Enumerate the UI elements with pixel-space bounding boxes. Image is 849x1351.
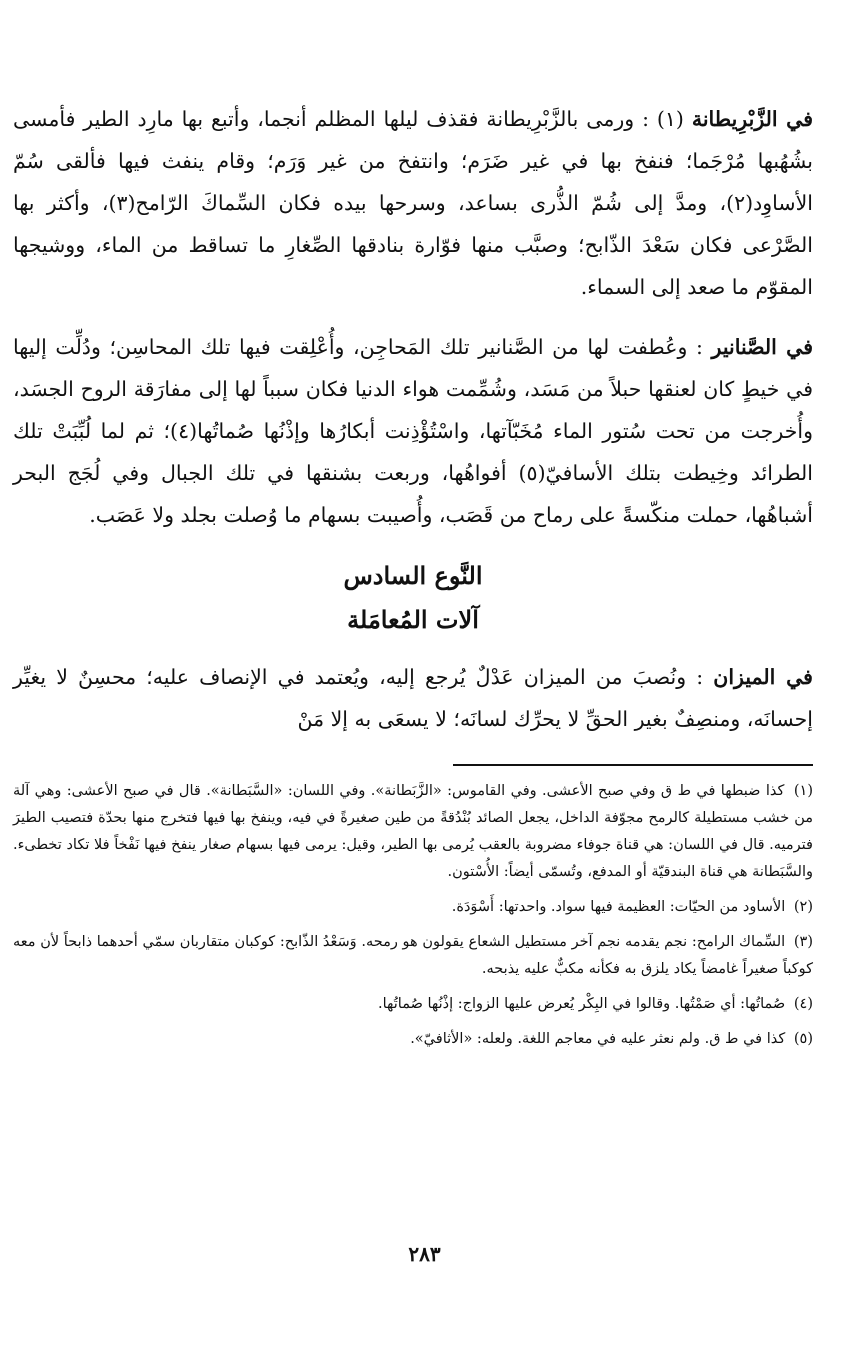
footnote-text: كذا في ط ق. ولم نعثر عليه في معاجم اللغة. ولعله: «الأثافيّ».: [410, 1031, 786, 1047]
footnote-number: (٢): [793, 899, 813, 915]
footnote: [13, 929, 813, 983]
footnote: [13, 778, 813, 886]
footnote-number: (٥): [793, 1031, 813, 1047]
paragraph-text: (١) : ورمى بالزَّبْرِيطانة فقذف ليلها المظلم أنجما، وأتبع بها مارِد الطير فأمسى بشُهُبها مُرْجَما؛ فنفخ بها في غير ضَرَم؛ وانتفخ من غير وَرَم؛ وقام ينفث فيها فألقى سُمّ الأساوِد(٢)، ومدَّ إلى شُمّ الذُّرى بساعد، وسرحها بيده فكان السِّماكَ الرّامح(٣)، وأكثر بها الصَّرْعى فكان سَعْدَ الذّابح؛ وصبَّب منها فوّارة بنادقها الصِّغارِ ما تساقط من الماء، ووشيجها المقوّم ما صعد إلى السماء.: [13, 107, 813, 299]
page-number: ٢٨٣: [408, 1242, 441, 1266]
footnotes: [13, 778, 813, 1053]
footnote-text: السِّماك الرامح: نجم يقدمه نجم آخر مستطيل الشعاع يقولون هو رمحه. وَسَعْدُ الذّابح: كوكبان متقاربان سمّي أحدهما ذابحاً لأن معه كوكباً صغيراً غامضاً يكاد يلزق به فكأنه مكبٌّ عليه يذبحه.: [13, 934, 813, 977]
footnote: [13, 991, 813, 1018]
paragraph-lead: في الميزان: [713, 665, 813, 689]
paragraph-text: : ونُصبَ من الميزان عَدْلٌ يُرجع إليه، ويُعتمد في الإنصاف عليه؛ محسِنٌ لا يغيِّر إحسانَه، ومنصِفٌ بغير الحقِّ لا يحرِّك لسانَه؛ لا يسعَى به إلا مَنْ: [13, 665, 813, 731]
paragraph-text: : وعُطفت لها من الصَّنانير تلك المَحاجِن، وأُعْلِقت فيها تلك المحاسِن؛ ودُلِّت إليها في خيطٍ كان لعنقها حبلاً من مَسَد، وشُمِّمت هواء الدنيا فكان سبباً لها إلى مفارَقة الروح الجسَد، وأُخرجت من تحت سُتور الماء مُخَبّآتها، واسْتُؤْذِنت أبكارُها وإذْنُها صُماتُها(٤)؛ ثم لما لُبِّبَتْ تلك الطرائد وخِيطت بتلك الأسافيّ(٥) أفواهُها، وربعت بشنقها في تلك الجبال وفي لُجَج البحر أشباهُها، حملت منكّسةً على رماح من قَصَب، وأُصيبت بسهام ما وُصلت بجلد ولا عَصَب.: [13, 335, 814, 527]
footnote-divider: [453, 764, 813, 766]
footnote-number: (١): [793, 783, 814, 799]
section-subtitle: آلات المُعامَلة: [347, 605, 479, 634]
paragraph-lead: في الزَّبْرِيطانة: [691, 107, 813, 131]
footnote-number: (٤): [793, 996, 813, 1012]
footnote-number: (٣): [793, 934, 814, 950]
paragraph-lead: في الصَّنانير: [711, 335, 813, 359]
paragraph-zabritana: [13, 98, 813, 308]
footnote-text: صُماتُها: أي صَمْتُها. وقالوا في البِكْر يُعرض عليها الزواج: إذْنُها صُماتُها.: [378, 996, 786, 1012]
footnote: [13, 894, 813, 921]
footnote-text: كذا ضبطها في ط ق وفي صبح الأعشى. وفي القاموس: «الزَّبَطانة». وفي اللسان: «السَّبَطانة». قال في صبح الأعشى: وهي آلة من خشب مستطيلة كالرمح مجوّفة الداخل، يجعل الصائد بُنْدُقةً من طين صغيرةً في فيه، وينفخ بها فيها فتخرج منها بحدّة فتصيب الطيرَ فترميه. قال في اللسان: هي قناة جوفاء مضروبة بالعقب يُرمى بها الطير، وقيل: يرمى فيها بسهام صغار ينفخ فيها نَفْخاً فلا تكاد تخطىء. والسَّبَطانة هي قناة البندقيّة أو المدفع، وتُسمّى أيضاً: الأُسْتون.: [13, 783, 813, 880]
footnote: [13, 1026, 813, 1053]
paragraph-sananir: [13, 326, 813, 536]
section-title: النَّوع السادس: [343, 561, 483, 590]
paragraph-mizan: [13, 656, 813, 740]
footnote-text: الأساود من الحيّات: العظيمة فيها سواد. واحدتها: أَسْوَدَة.: [451, 899, 786, 915]
